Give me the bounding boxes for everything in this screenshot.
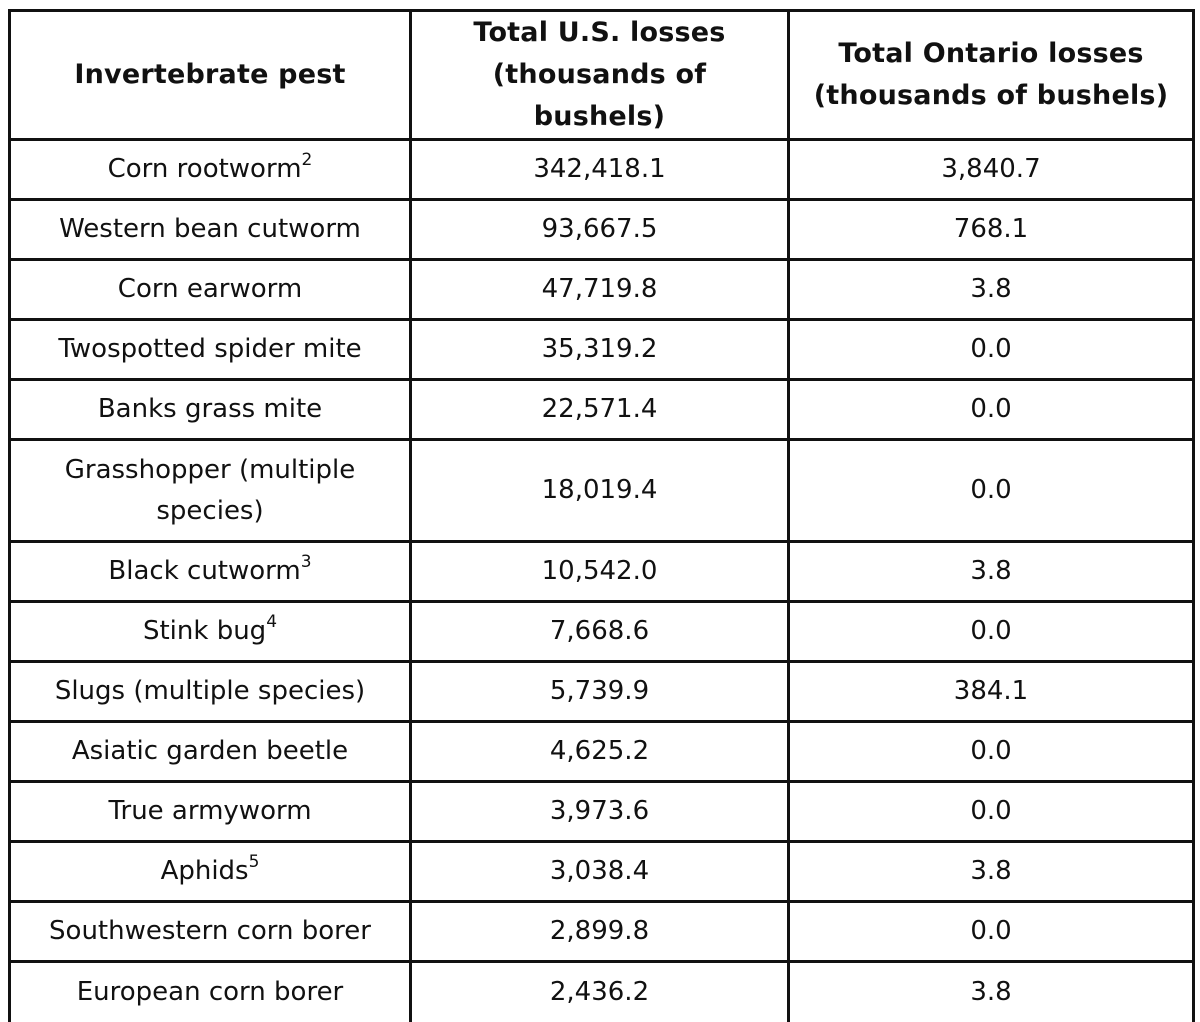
footnote-marker: 3 [300, 552, 312, 573]
us-losses-cell: 342,418.1 [411, 140, 789, 200]
us-losses-cell: 3,038.4 [411, 842, 789, 902]
header-pest-label: Invertebrate pest [74, 59, 346, 90]
table-row [10, 602, 1194, 662]
pest-name-cell [10, 320, 411, 380]
pest-name-cell [10, 440, 411, 542]
pest-name: Corn rootworm [107, 154, 302, 184]
pest-name: Southwestern corn borer [49, 916, 371, 946]
pest-name-cell [10, 200, 411, 260]
ontario-losses-cell: 0.0 [789, 722, 1194, 782]
pest-name: Asiatic garden beetle [71, 736, 349, 766]
table-row [10, 902, 1194, 962]
table-row [10, 200, 1194, 260]
table-row [10, 260, 1194, 320]
pest-name-cell [10, 842, 411, 902]
footnote-marker: 4 [266, 612, 278, 633]
pest-name: European corn borer [76, 976, 344, 1007]
us-losses-cell: 3,973.6 [411, 782, 789, 842]
ontario-losses-cell: 0.0 [789, 902, 1194, 962]
pest-name-cell [10, 722, 411, 782]
header-us-line-2: (thousands of bushels) [492, 59, 707, 132]
pest-name: Corn earworm [117, 274, 303, 304]
us-losses-cell: 10,542.0 [411, 542, 789, 602]
header-pest [10, 11, 411, 140]
header-us-losses [411, 11, 789, 140]
ontario-losses-cell: 0.0 [789, 320, 1194, 380]
us-losses-cell: 47,719.8 [411, 260, 789, 320]
header-ontario-losses [789, 11, 1194, 140]
table-row [10, 140, 1194, 200]
ontario-losses-cell: 3.8 [789, 962, 1194, 1022]
pest-name: Grasshopper (multiple species) [64, 454, 356, 526]
pest-name-cell [10, 962, 411, 1022]
table-row [10, 662, 1194, 722]
pest-name-cell [10, 140, 411, 200]
table-row [10, 542, 1194, 602]
us-losses-cell: 5,739.9 [411, 662, 789, 722]
pest-name: Twospotted spider mite [58, 334, 362, 364]
us-losses-cell: 22,571.4 [411, 380, 789, 440]
pest-name-cell [10, 662, 411, 722]
footnote-marker: 2 [301, 150, 313, 171]
us-losses-cell: 2,899.8 [411, 902, 789, 962]
ontario-losses-cell: 3.8 [789, 842, 1194, 902]
table-row [10, 782, 1194, 842]
ontario-losses-cell: 0.0 [789, 782, 1194, 842]
ontario-losses-cell: 0.0 [789, 440, 1194, 542]
pest-name-cell [10, 602, 411, 662]
pest-name: Stink bug [142, 616, 267, 646]
pest-name: Aphids [160, 856, 249, 886]
header-row [10, 11, 1194, 140]
us-losses-cell: 4,625.2 [411, 722, 789, 782]
pest-name: Western bean cutworm [59, 214, 361, 244]
pest-name-cell [10, 542, 411, 602]
header-us-line-1: Total U.S. losses [473, 17, 726, 48]
pest-name: True armyworm [108, 796, 312, 826]
table-row [10, 842, 1194, 902]
us-losses-cell: 35,319.2 [411, 320, 789, 380]
ontario-losses-cell: 3,840.7 [789, 140, 1194, 200]
pest-name-cell [10, 380, 411, 440]
pest-name-cell [10, 782, 411, 842]
us-losses-cell: 7,668.6 [411, 602, 789, 662]
pest-name: Black cutworm [108, 556, 301, 586]
footnote-marker: 5 [248, 852, 260, 873]
ontario-losses-cell: 768.1 [789, 200, 1194, 260]
table-row [10, 380, 1194, 440]
pest-name-cell [10, 260, 411, 320]
pest-losses-table [8, 9, 1195, 1022]
us-losses-cell: 2,436.2 [411, 962, 789, 1022]
us-losses-cell: 18,019.4 [411, 440, 789, 542]
ontario-losses-cell: 384.1 [789, 662, 1194, 722]
header-ontario-line-2: (thousands of bushels) [813, 80, 1169, 111]
ontario-losses-cell: 0.0 [789, 380, 1194, 440]
table-row [10, 722, 1194, 782]
header-ontario-line-1: Total Ontario losses [838, 38, 1144, 69]
table-row [10, 320, 1194, 380]
us-losses-cell: 93,667.5 [411, 200, 789, 260]
ontario-losses-cell: 3.8 [789, 542, 1194, 602]
pest-name: Slugs (multiple species) [54, 676, 366, 706]
ontario-losses-cell: 3.8 [789, 260, 1194, 320]
table-row [10, 962, 1194, 1022]
pest-name: Banks grass mite [97, 394, 323, 424]
ontario-losses-cell: 0.0 [789, 602, 1194, 662]
pest-name-cell [10, 902, 411, 962]
table-row [10, 440, 1194, 542]
